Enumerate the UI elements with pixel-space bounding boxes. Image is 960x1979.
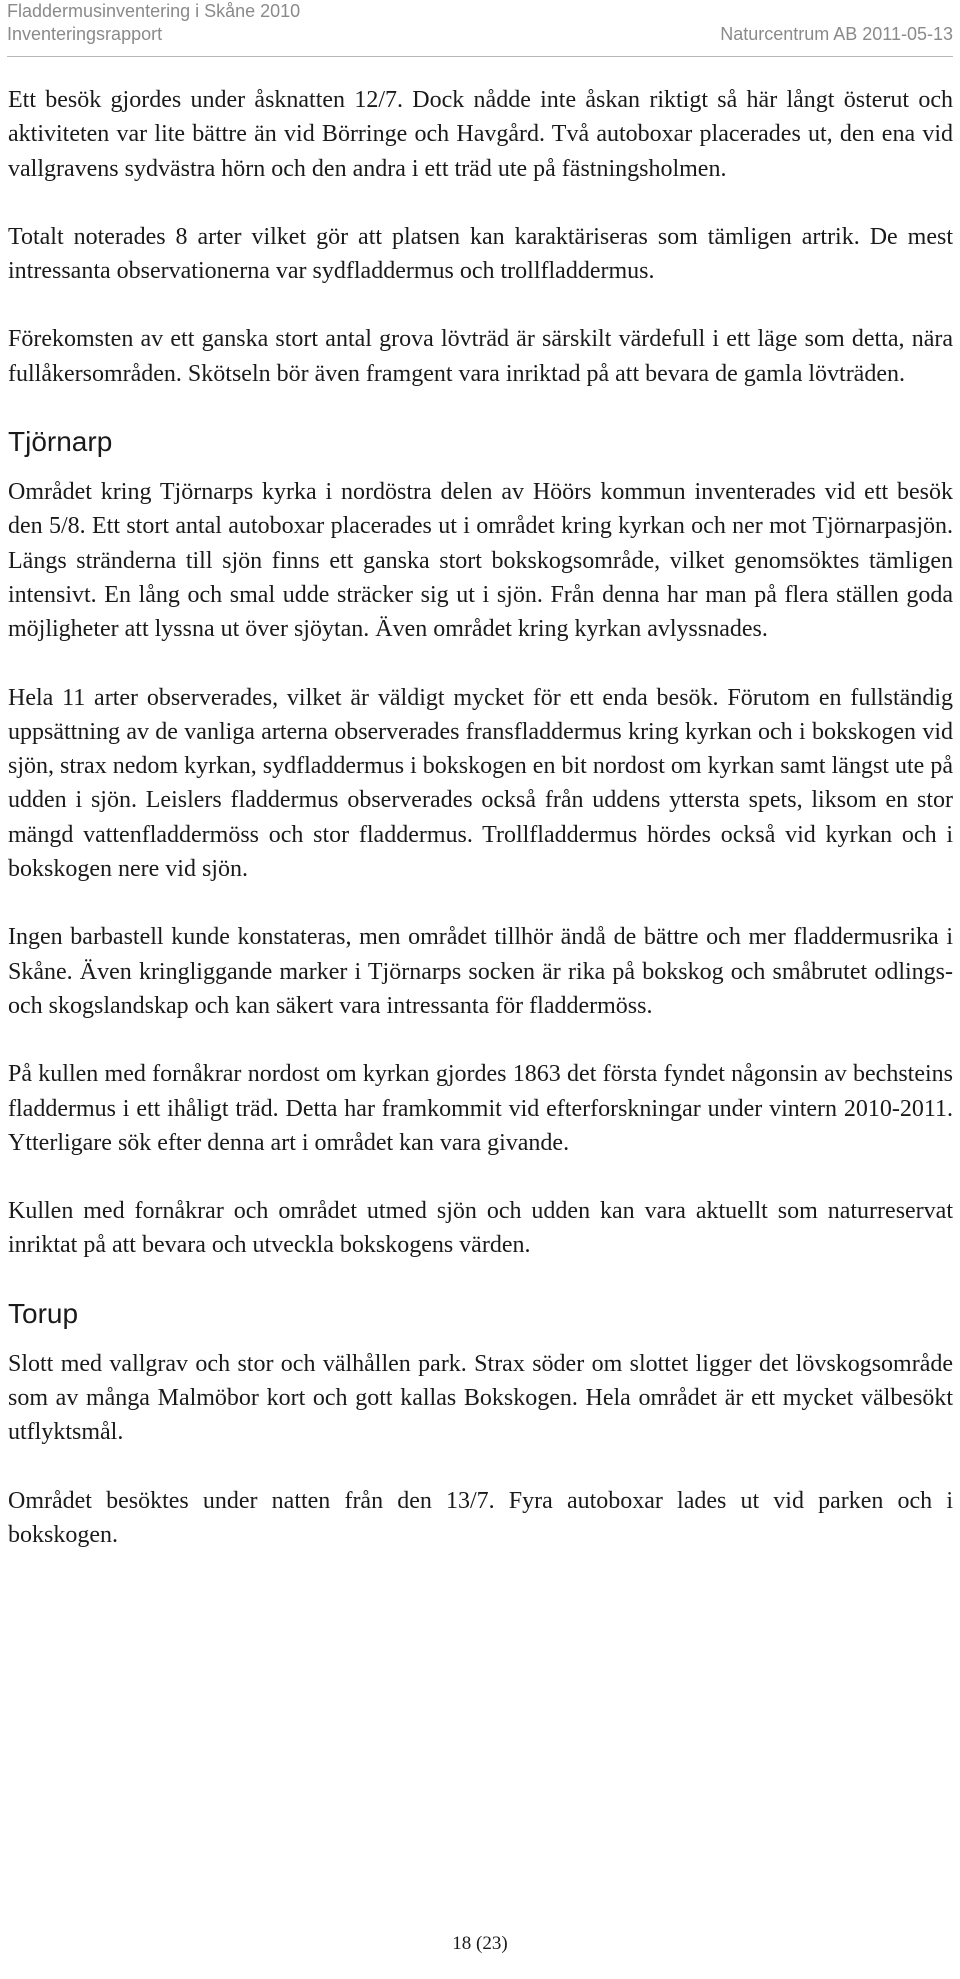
paragraph: Hela 11 arter observerades, vilket är väldigt mycket för ett enda besök. Förutom en fullständig uppsättning av de vanliga arterna observerades fransfladdermus kring kyrkan och i bokskogen vid sjön, strax nedom kyrkan, sydfladdermus i bokskogen en bit nordost om kyrkan samt längst ute på udden i sjön. Leislers fladdermus observerades också från uddens yttersta spets, liksom en stor mängd vattenfladdermöss och stor fladdermus. Trollfladdermus hördes också vid kyrkan och i bokskogen nere vid sjön. [8, 684, 953, 883]
section-heading-torup: Torup [8, 1297, 79, 1329]
paragraph: Förekomsten av ett ganska stort antal grova lövträd är särskilt värdefull i ett läge som detta, nära fullåkersområden. Skötseln bör även framgent vara inriktad på att bevara de gamla lövträden. [8, 326, 953, 387]
report-title: Fladdermusinventering i Skåne 2010 [7, 1, 301, 21]
paragraph: Totalt noterades 8 arter vilket gör att platsen kan karaktäriseras som tämligen artrik. De mest intressanta observationerna var sydfladdermus och trollfladdermus. [8, 223, 953, 285]
paragraph: Ingen barbastell kunde konstateras, men området tillhör ändå de bättre och mer fladdermusrika i Skåne. Även kringliggande marker i Tjörnarps socken är rika på bokskog och småbrutet odlings- och skogslandskap och kan säkert vara intressanta för fladdermöss. [8, 924, 953, 1019]
document-body [8, 83, 953, 1586]
page-number: 18 (23) [452, 1933, 508, 1954]
paragraph: Kullen med fornåkrar och området utmed sjön och udden kan vara aktuellt som naturreservat inriktat på att bevara och utveckla bokskogens värden. [8, 1198, 953, 1259]
paragraph: Området besöktes under natten från den 13/7. Fyra autoboxar lades ut vid parken och i bokskogen. [8, 1487, 953, 1548]
page-header [7, 0, 953, 57]
paragraph: Ett besök gjordes under åsknatten 12/7. Dock nådde inte åskan riktigt så här långt österut och aktiviteten var lite bättre än vid Börringe och Havgård. Två autoboxar placerades ut, den ena vid vallgravens sydvästra hörn och den andra i ett träd ute på fästningsholmen. [8, 87, 953, 182]
paragraph: På kullen med fornåkrar nordost om kyrkan gjordes 1863 det första fyndet någonsin av bechsteins fladdermus i ett ihåligt träd. Detta har framkommit vid efterforskningar under vintern 2010-2011. Ytterligare sök efter denna art i området kan vara givande. [8, 1061, 953, 1156]
author-date: Naturcentrum AB 2011-05-13 [720, 24, 953, 44]
paragraph: Slott med vallgrav och stor och välhållen park. Strax söder om slottet ligger det lövskogsområde som av många Malmöbor kort och gott kallas Bokskogen. Hela området är ett mycket välbesökt utflyktsmål. [8, 1350, 953, 1446]
paragraph: Området kring Tjörnarps kyrka i nordöstra delen av Höörs kommun inventerades vid ett besök den 5/8. Ett stort antal autoboxar placerades ut i området kring kyrkan och ner mot Tjörnarpasjön. Längs stränderna till sjön finns ett ganska stort bokskogsområde, vilket genomsöktes tämligen intensivt. En lång och smal udde sträcker sig ut i sjön. Från denna har man på flera ställen goda möjligheter att lyssna ut över sjöytan. Även området kring kyrkan avlyssnades. [8, 479, 953, 643]
report-subtitle: Inventeringsrapport [7, 24, 163, 44]
section-heading-tjornarp: Tjörnarp [8, 426, 113, 458]
